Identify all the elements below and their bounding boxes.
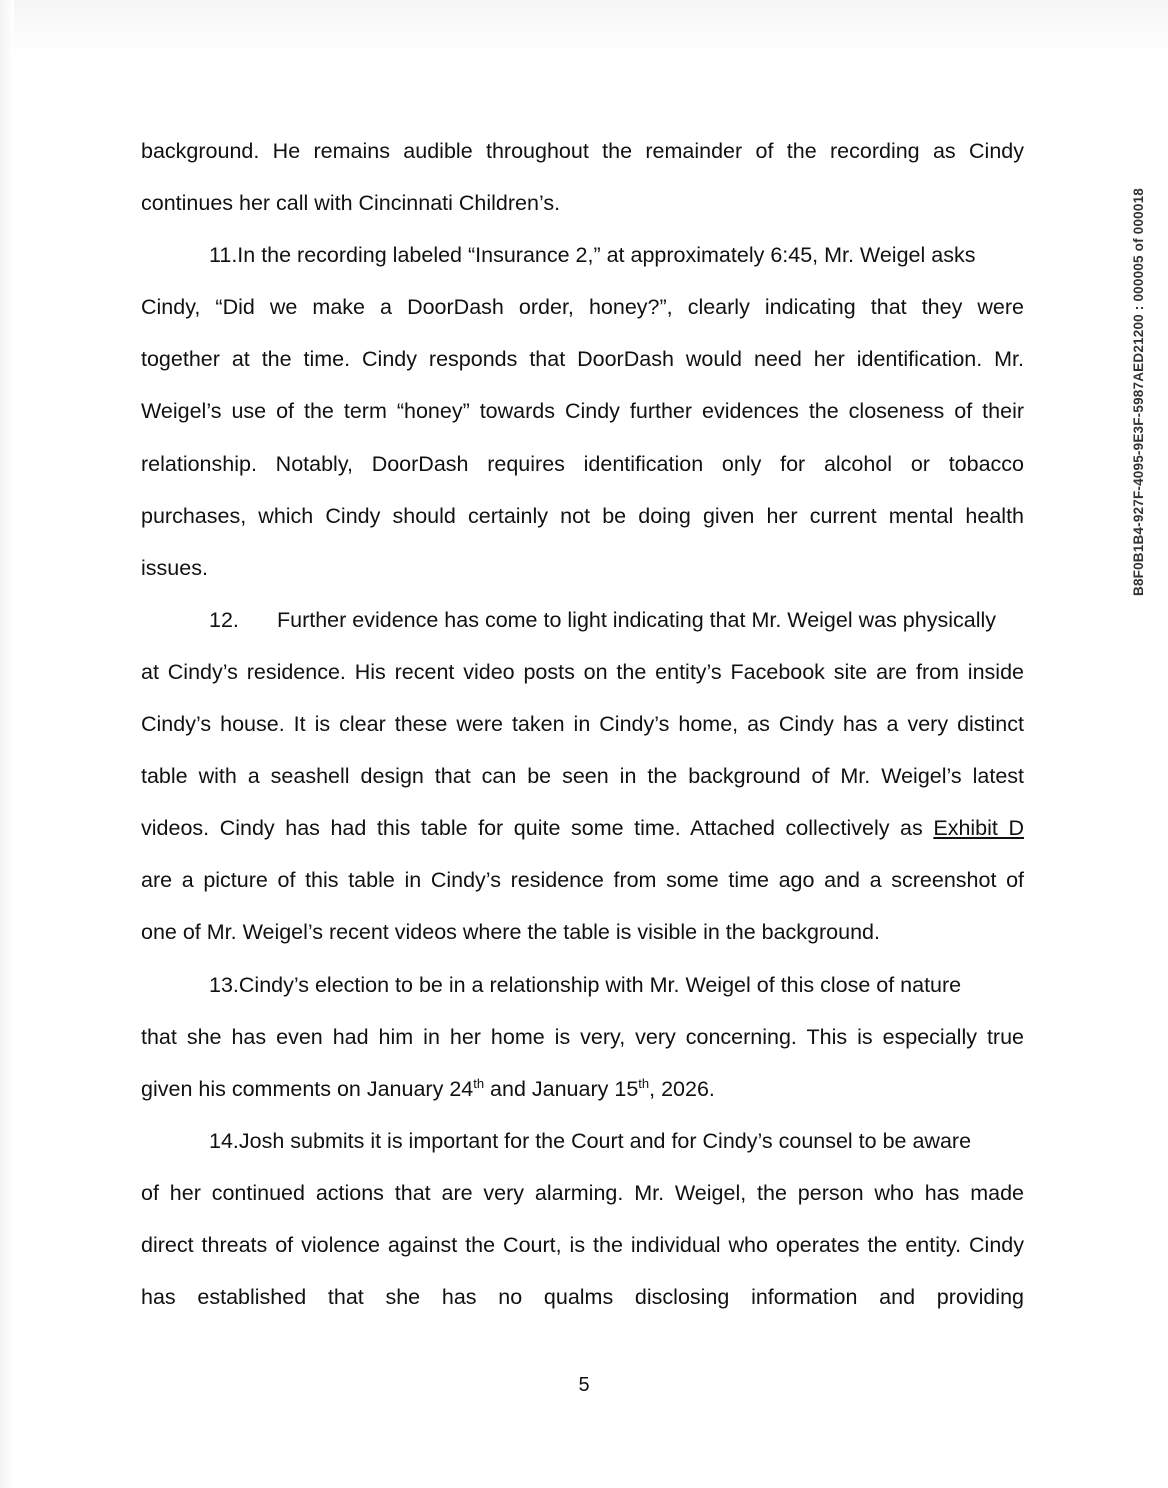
paragraph-14-first-line bbox=[141, 1115, 1024, 1167]
text-line: background. He remains audible throughout the remainder of the recording as Cindy bbox=[141, 139, 1024, 163]
text-segment: Josh submits it is important for the Court and for Cindy’s counsel to be aware bbox=[238, 1128, 972, 1153]
paragraph-12-first-line bbox=[141, 594, 1024, 646]
text-line: has established that she has no qualms disclosing information and providing bbox=[141, 1285, 1024, 1310]
text-segment: and January 15 bbox=[484, 1076, 639, 1101]
text-line-with-dates bbox=[141, 1063, 1024, 1115]
exhibit-d-reference: Exhibit D bbox=[933, 816, 1024, 841]
text-line: issues. bbox=[141, 555, 208, 580]
paragraph-11-first-line bbox=[141, 229, 1024, 281]
page-top-shadow bbox=[0, 0, 1168, 60]
document-identifier-stamp: B8F0B1B4-927F-4095-9E3F-5987AED21200 : 000005 of 000018 bbox=[1131, 188, 1146, 596]
text-line: at Cindy’s residence. His recent video posts on the entity’s Facebook site are from inside bbox=[141, 659, 1024, 684]
text-line: together at the time. Cindy responds that DoorDash would need her identification. Mr. bbox=[141, 347, 1024, 372]
text-line: that she has even had him in her home is very, very concerning. This is especially true bbox=[141, 1024, 1024, 1049]
text-line: are a picture of this table in Cindy’s residence from some time ago and a screenshot of bbox=[141, 868, 1024, 893]
text-line: of her continued actions that are very alarming. Mr. Weigel, the person who has made bbox=[141, 1180, 1024, 1205]
text-segment: Cindy’s election to be in a relationship with Mr. Weigel of this close of nature bbox=[238, 972, 962, 997]
text-segment: In the recording labeled “Insurance 2,” at approximately 6:45, Mr. Weigel asks bbox=[237, 243, 976, 268]
text-line: relationship. Notably, DoorDash requires identification only for alcohol or tobacco bbox=[141, 451, 1024, 476]
document-body bbox=[141, 125, 1024, 1323]
page-left-shadow bbox=[0, 0, 14, 1488]
text-line: Cindy’s house. It is clear these were taken in Cindy’s home, as Cindy has a very distinct bbox=[141, 712, 1024, 737]
text-line: Weigel’s use of the term “honey” towards Cindy further evidences the closeness of their bbox=[141, 399, 1024, 424]
text-segment: , 2026. bbox=[649, 1076, 715, 1101]
text-segment: Further evidence has come to light indicating that Mr. Weigel was physically bbox=[277, 607, 997, 632]
text-line: Cindy, “Did we make a DoorDash order, honey?”, clearly indicating that they were bbox=[141, 295, 1024, 320]
text-segment: given his comments on January 24 bbox=[141, 1076, 474, 1101]
paragraph-number: 14. bbox=[209, 1128, 239, 1153]
paragraph-number: 11. bbox=[209, 243, 238, 268]
text-line: table with a seashell design that can be seen in the background of Mr. Weigel’s latest bbox=[141, 764, 1024, 789]
ordinal-suffix: th bbox=[638, 1075, 650, 1091]
paragraph-number: 13. bbox=[209, 972, 239, 997]
text-segment: videos. Cindy has had this table for quite some time. Attached collectively as bbox=[141, 816, 923, 841]
text-line: continues her call with Cincinnati Children’s. bbox=[141, 191, 561, 216]
text-line: direct threats of violence against the Court, is the individual who operates the entity. Cindy bbox=[141, 1232, 1024, 1257]
text-line: one of Mr. Weigel’s recent videos where the table is visible in the background. bbox=[141, 920, 880, 945]
paragraph-number: 12. bbox=[209, 607, 239, 632]
ordinal-suffix: th bbox=[473, 1075, 485, 1091]
text-line: purchases, which Cindy should certainly not be doing given her current mental health bbox=[141, 503, 1024, 528]
paragraph-13-first-line bbox=[141, 959, 1024, 1011]
text-line-with-exhibit bbox=[141, 802, 1024, 854]
page-number: 5 bbox=[578, 1374, 590, 1396]
